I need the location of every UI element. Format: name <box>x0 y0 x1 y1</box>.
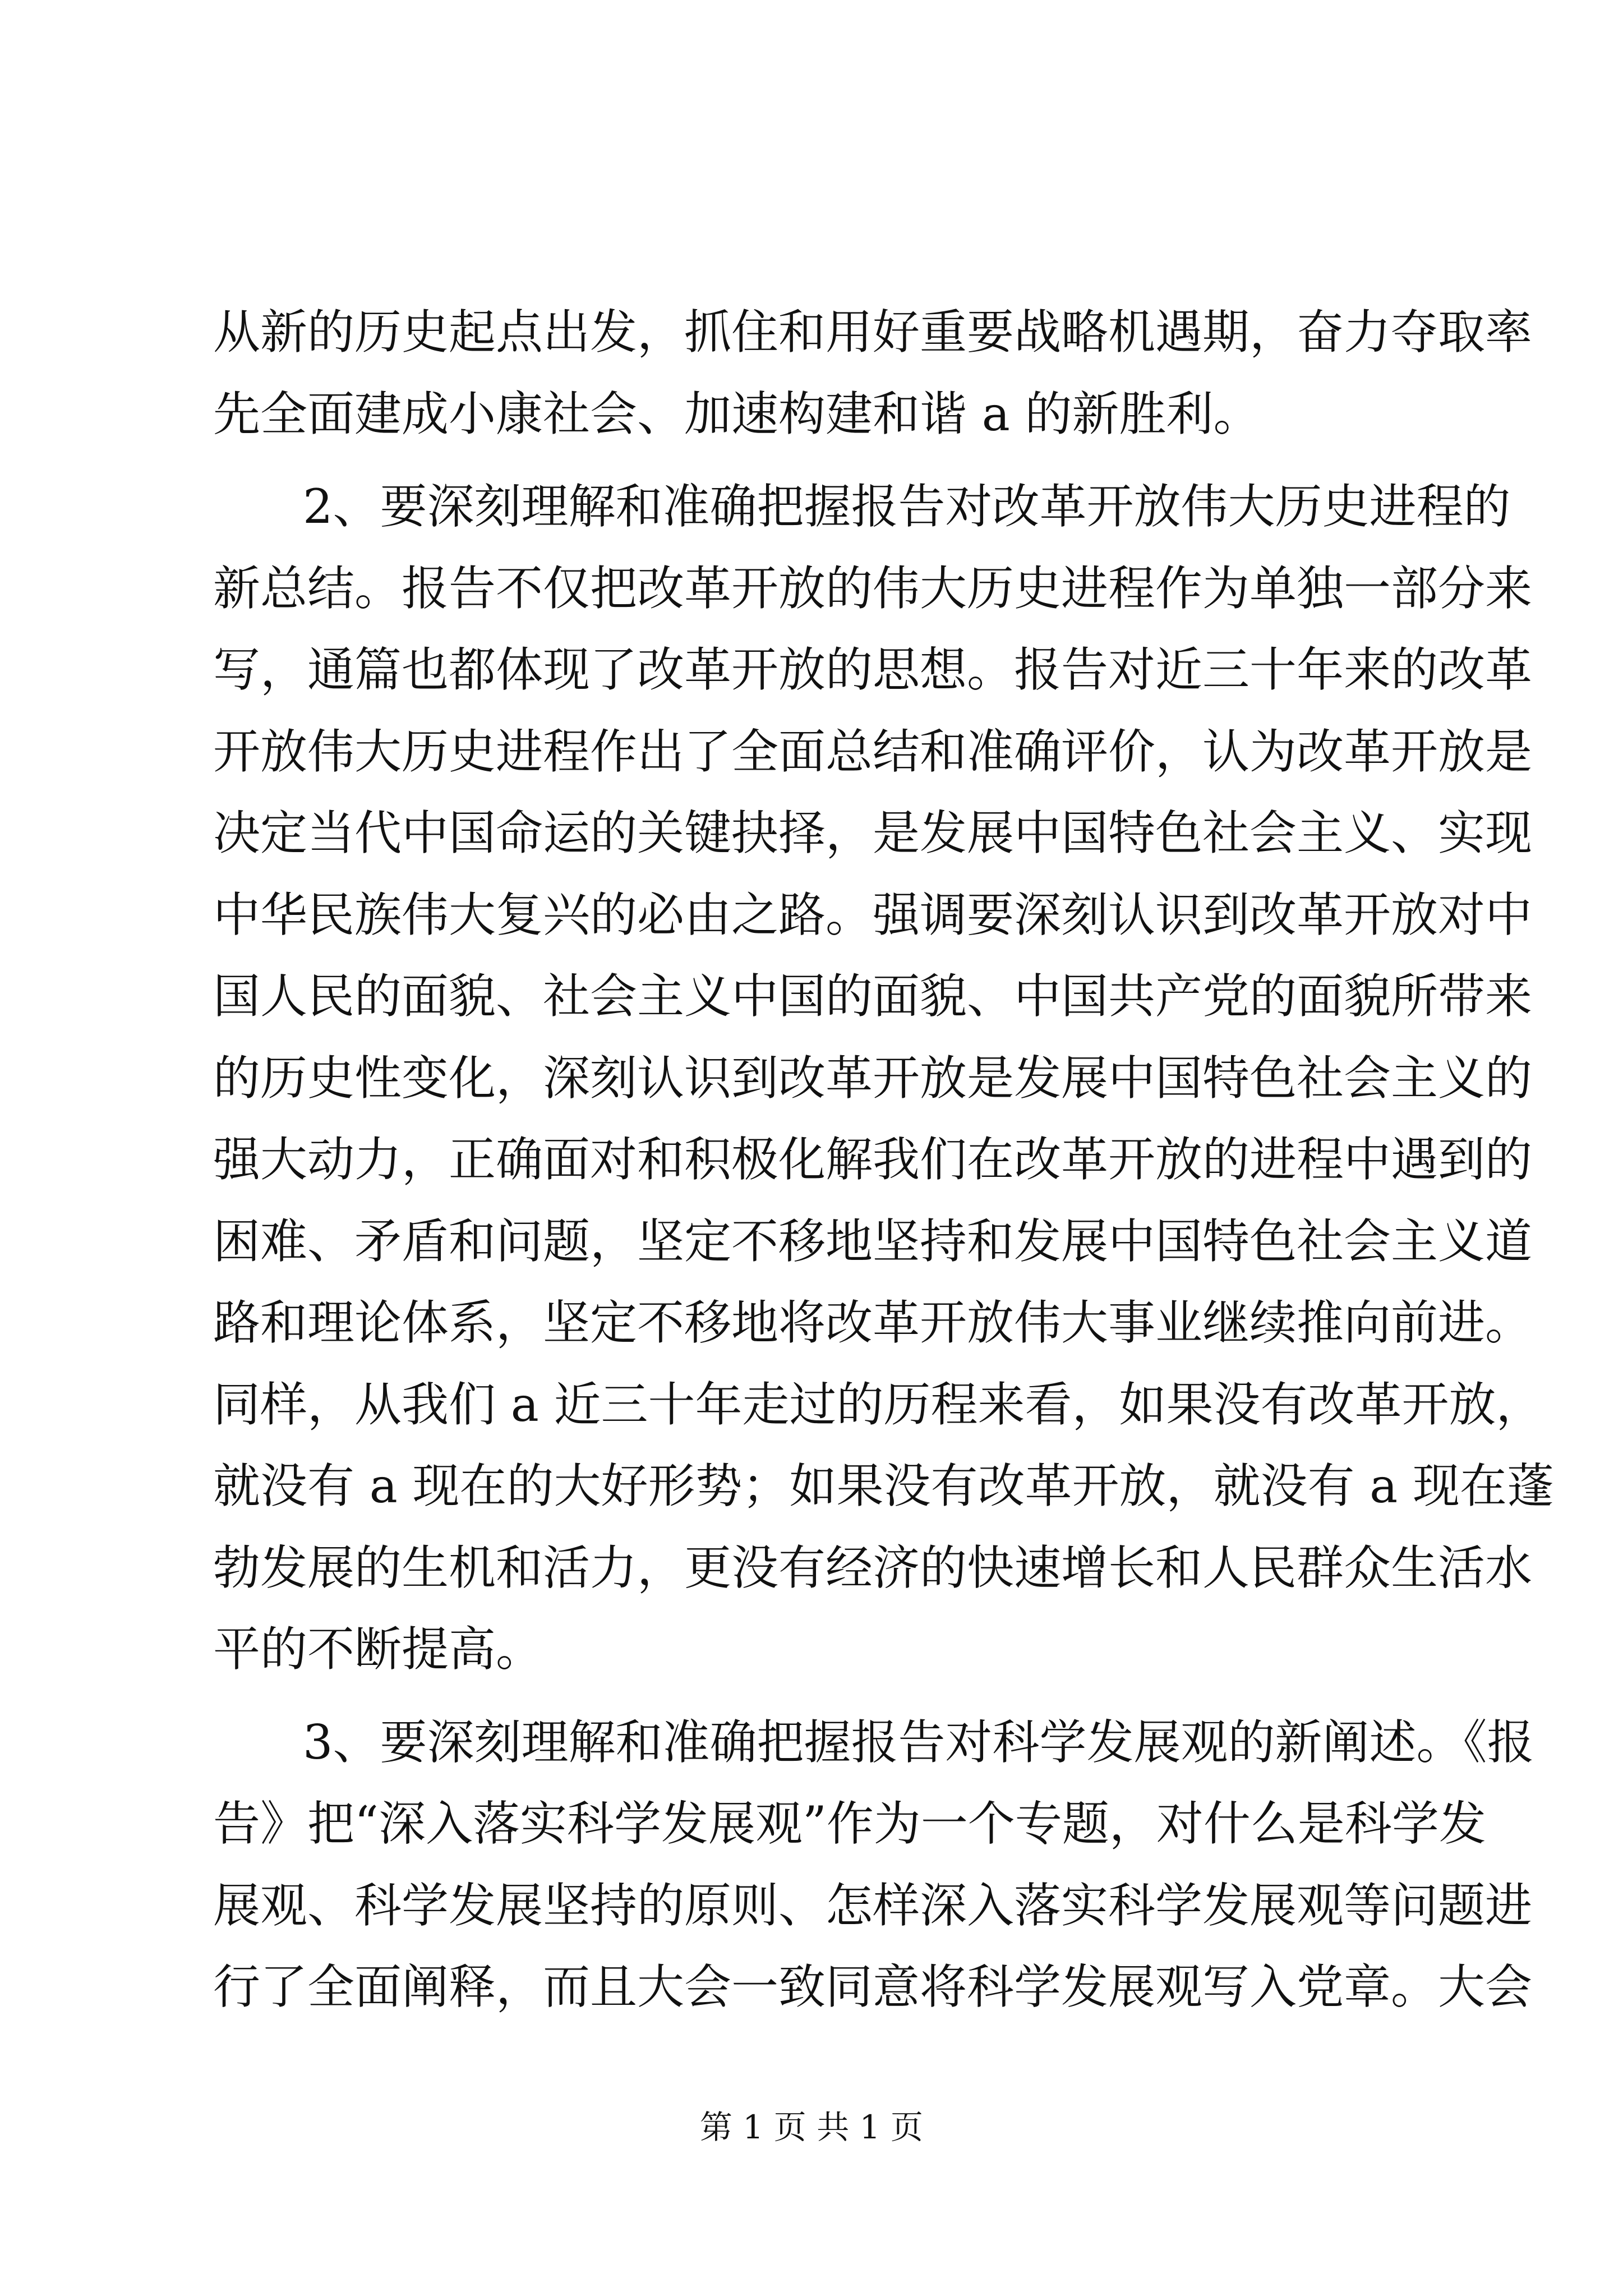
text-line: 勃发展的生机和活力，更没有经济的快速增长和人民群众生活水 <box>213 1540 1533 1595</box>
text-line: 中华民族伟大复兴的必由之路。强调要深刻认识到改革开放对中 <box>213 887 1533 942</box>
text-line: 3、要深刻理解和准确把握报告对科学发展观的新阐述。《报 <box>303 1714 1534 1770</box>
text-line: 强大动力，正确面对和积极化解我们在改革开放的进程中遇到的 <box>213 1132 1533 1187</box>
text-line: 国人民的面貌、社会主义中国的面貌、中国共产党的面貌所带来 <box>213 969 1533 1024</box>
text-line: 平的不断提高。 <box>213 1622 543 1677</box>
text-line: 告》把“深入落实科学发展观”作为一个专题，对什么是科学发 <box>213 1796 1486 1851</box>
text-line: 从新的历史起点出发，抓住和用好重要战略机遇期，奋力夺取率 <box>213 305 1533 360</box>
text-line: 困难、矛盾和问题，坚定不移地坚持和发展中国特色社会主义道 <box>213 1213 1533 1269</box>
page-number-footer: 第 1 页 共 1 页 <box>700 2108 923 2146</box>
text-line: 行了全面阐释，而且大会一致同意将科学发展观写入党章。大会 <box>213 1959 1533 2014</box>
text-line: 开放伟大历史进程作出了全面总结和准确评价，认为改革开放是 <box>213 724 1533 779</box>
text-line: 2、要深刻理解和准确把握报告对改革开放伟大历史进程的 <box>303 479 1511 534</box>
text-line: 路和理论体系，坚定不移地将改革开放伟大事业继续推向前进。 <box>213 1295 1533 1350</box>
text-line: 就没有 a 现在的大好形势；如果没有改革开放，就没有 a 现在蓬 <box>213 1458 1554 1513</box>
text-line: 的历史性变化，深刻认识到改革开放是发展中国特色社会主义的 <box>213 1050 1533 1106</box>
text-line: 决定当代中国命运的关键抉择，是发展中国特色社会主义、实现 <box>213 806 1533 861</box>
text-line: 同样，从我们 a 近三十年走过的历程来看，如果没有改革开放， <box>213 1377 1543 1432</box>
text-line: 先全面建成小康社会、加速构建和谐 a 的新胜利。 <box>213 386 1261 441</box>
body-text <box>213 292 1554 2028</box>
text-line: 展观、科学发展坚持的原则、怎样深入落实科学发展观等问题进 <box>213 1878 1533 1933</box>
text-line: 新总结。报告不仅把改革开放的伟大历史进程作为单独一部分来 <box>213 560 1533 616</box>
text-line: 写，通篇也都体现了改革开放的思想。报告对近三十年来的改革 <box>213 642 1533 697</box>
